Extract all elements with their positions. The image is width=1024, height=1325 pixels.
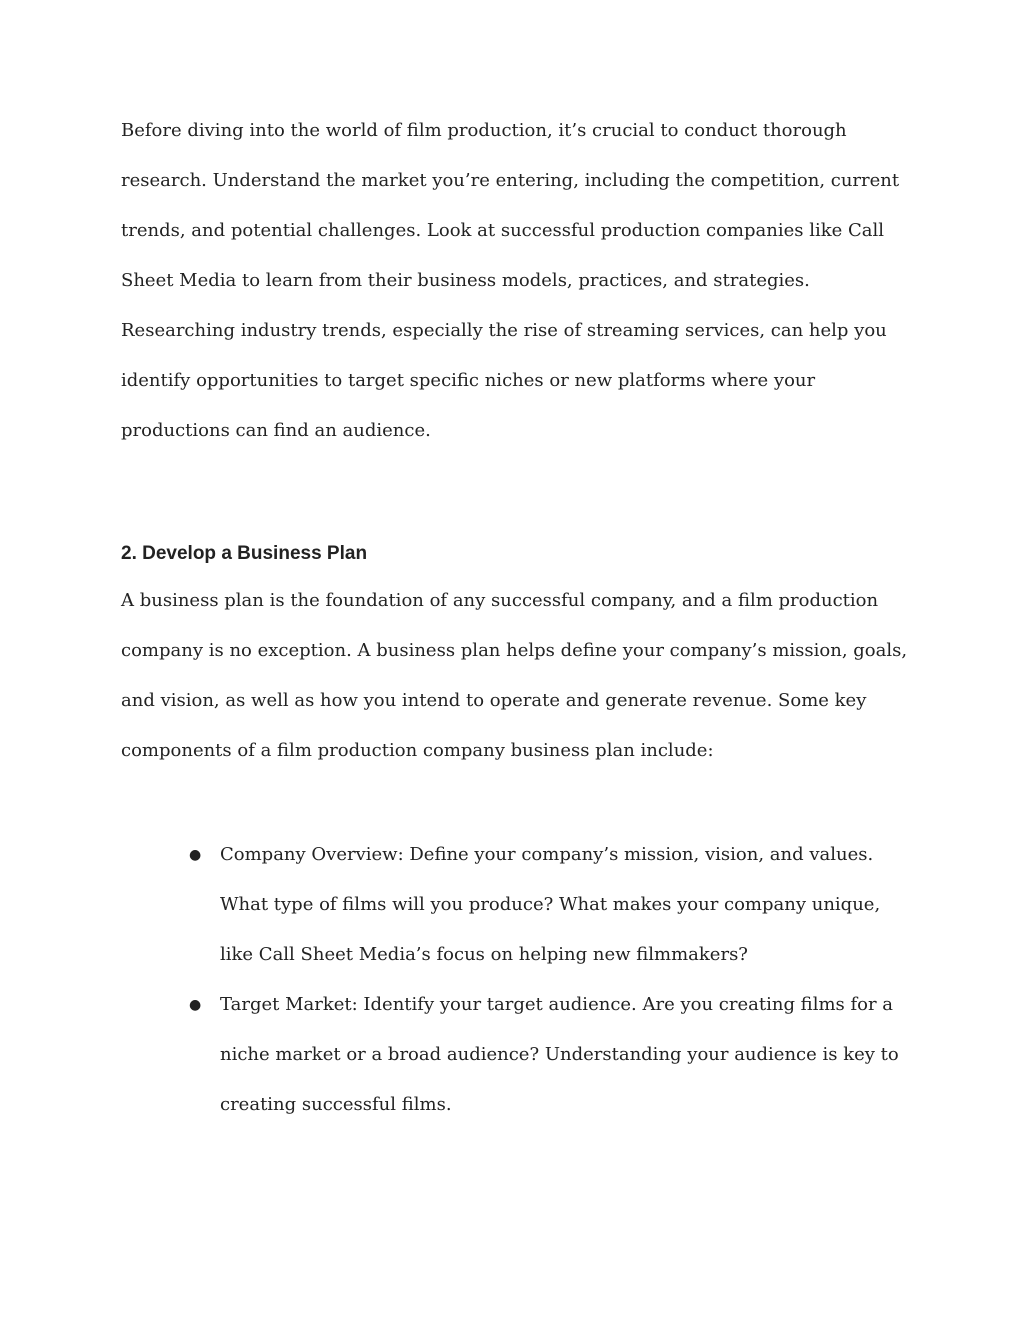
section-heading: 2. Develop a Business Plan: [121, 543, 368, 564]
list-item-target-market: [121, 980, 911, 1130]
bullet-icon: ●: [189, 997, 202, 1013]
business-plan-paragraph: A business plan is the foundation of any successful company, and a film production company is no exception. A business plan helps define your company’s mission, goals, and vision, as well as how you intend to operate and generate revenue. Some key components of a film production company business plan include:: [121, 590, 908, 761]
list-item-text: Target Market: Identify your target audience. Are you creating films for a niche market or a broad audience? Understanding your audience is key to creating successful films.: [220, 994, 899, 1115]
research-paragraph: Before diving into the world of film production, it’s crucial to conduct thorough research. Understand the market you’re entering, including the competition, current trends, and potential challenges. Look at successful production companies like Call Sheet Media to learn from their business models, practices, and strategies. Researching industry trends, especially the rise of streaming services, can help you identify opportunities to target specific niches or new platforms where your productions can find an audience.: [121, 120, 900, 441]
list-item-text: Company Overview: Define your company’s mission, vision, and values. What type of films will you produce? What makes your company unique, like Call Sheet Media’s focus on helping new filmmakers?: [220, 844, 881, 965]
list-item-company-overview: [121, 830, 911, 980]
bullet-icon: ●: [189, 847, 202, 863]
components-list: [121, 830, 911, 1130]
document-page: [121, 106, 911, 1130]
